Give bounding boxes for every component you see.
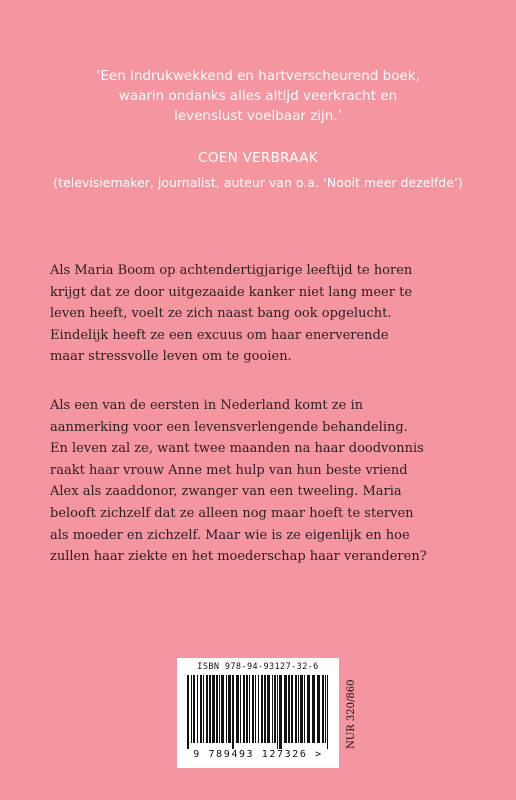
barcode-bar — [300, 675, 303, 743]
barcode-bars-icon — [187, 675, 331, 749]
barcode-bar — [295, 675, 297, 743]
blurb-line: Eindelijk heeft ze een excuus om haar enerverende — [50, 327, 389, 343]
blurb-paragraph-2 — [50, 395, 490, 568]
blurb-line: zullen haar ziekte en het moederschap haar veranderen? — [50, 549, 427, 565]
barcode-bar — [187, 675, 189, 749]
barcode-bar — [261, 675, 263, 743]
blurb-line: Alex als zaaddonor, zwanger van een tweeling. Maria — [50, 484, 402, 500]
barcode-bar — [212, 675, 215, 743]
barcode-bar — [291, 675, 293, 743]
nur-code: NUR 320/860 — [346, 679, 357, 749]
barcode-bar — [272, 675, 273, 743]
blurb-line: belooft zichzelf dat ze alleen nog maar hoeft te sterven — [50, 505, 414, 521]
barcode-bar — [226, 675, 227, 743]
barcode-bar — [322, 675, 324, 743]
barcode-bar — [193, 675, 195, 743]
blurb-line: aanmerking voor een levensverlengende behandeling. — [50, 419, 408, 435]
quote-line: waarin ondanks alles altijd veerkracht en — [118, 88, 398, 104]
barcode-bar — [216, 675, 218, 743]
barcode-bar — [277, 675, 278, 749]
blurb-line: krijgt dat ze door uitgezaaide kanker niet lang meer te — [50, 284, 413, 300]
barcode-digits: 9 789493 127326 > — [193, 749, 323, 760]
barcode-bar — [197, 675, 198, 743]
barcode-bar — [232, 675, 234, 749]
barcode-bar — [255, 675, 256, 743]
barcode-bar — [258, 675, 259, 743]
barcode-bar — [325, 675, 326, 743]
barcode-bar — [243, 675, 245, 743]
barcode-bar — [191, 675, 192, 743]
barcode-bar — [206, 675, 208, 743]
barcode-bar — [279, 675, 282, 749]
blurb-line: maar stressvolle leven om te gooien. — [50, 349, 292, 365]
barcode-bar — [203, 675, 204, 743]
barcode-bar — [307, 675, 310, 743]
quote-author-description: (televisiemaker, journalist, auteur van o.a. ‘Nooit meer dezelfde’) — [53, 175, 463, 190]
barcode-bar — [252, 675, 254, 743]
barcode-bar — [236, 675, 239, 743]
barcode-bar — [312, 675, 315, 743]
isbn-label: ISBN 978-94-93127-32-6 — [197, 662, 319, 672]
blurb-paragraph-1 — [50, 260, 490, 368]
review-quote — [60, 66, 456, 126]
barcode-bar — [264, 675, 266, 743]
quote-line: ‘Een indrukwekkend en hartverscheurend boek, — [96, 68, 420, 84]
barcode-bar — [284, 675, 287, 743]
blurb-line: Als Maria Boom op achtendertigjarige leeftijd te horen — [50, 263, 413, 278]
barcode-bar — [327, 675, 328, 749]
barcode-bar — [228, 675, 231, 743]
quote-author: COEN VERBRAAK — [198, 150, 318, 166]
barcode-bar — [267, 675, 270, 743]
barcode-bar — [249, 675, 250, 743]
isbn-barcode — [177, 658, 339, 768]
blurb-line: als moeder en zichzelf. Maar wie is ze eigenlijk en hoe — [50, 527, 410, 543]
barcode-bar — [317, 675, 320, 743]
blurb-line: En leven zal ze, want twee maanden na haar doodvonnis — [50, 441, 424, 457]
barcode-bar — [288, 675, 290, 743]
quote-line: levenslust voelbaar zijn.’ — [174, 108, 342, 124]
blurb-line: raakt haar vrouw Anne met hulp van hun beste vriend — [50, 462, 408, 478]
barcode-bar — [304, 675, 305, 743]
barcode-bar — [246, 675, 248, 743]
barcode-bar — [219, 675, 220, 743]
barcode-bar — [209, 675, 211, 743]
barcode-bar — [240, 675, 241, 743]
barcode-bar — [221, 675, 224, 743]
blurb-line: Als een van de eersten in Nederland komt ze in — [50, 398, 363, 413]
barcode-bar — [298, 675, 299, 743]
blurb-line: leven heeft, voelt ze zich naast bang ook opgelucht. — [50, 306, 392, 322]
barcode-bar — [200, 675, 202, 743]
barcode-bar — [274, 675, 276, 743]
